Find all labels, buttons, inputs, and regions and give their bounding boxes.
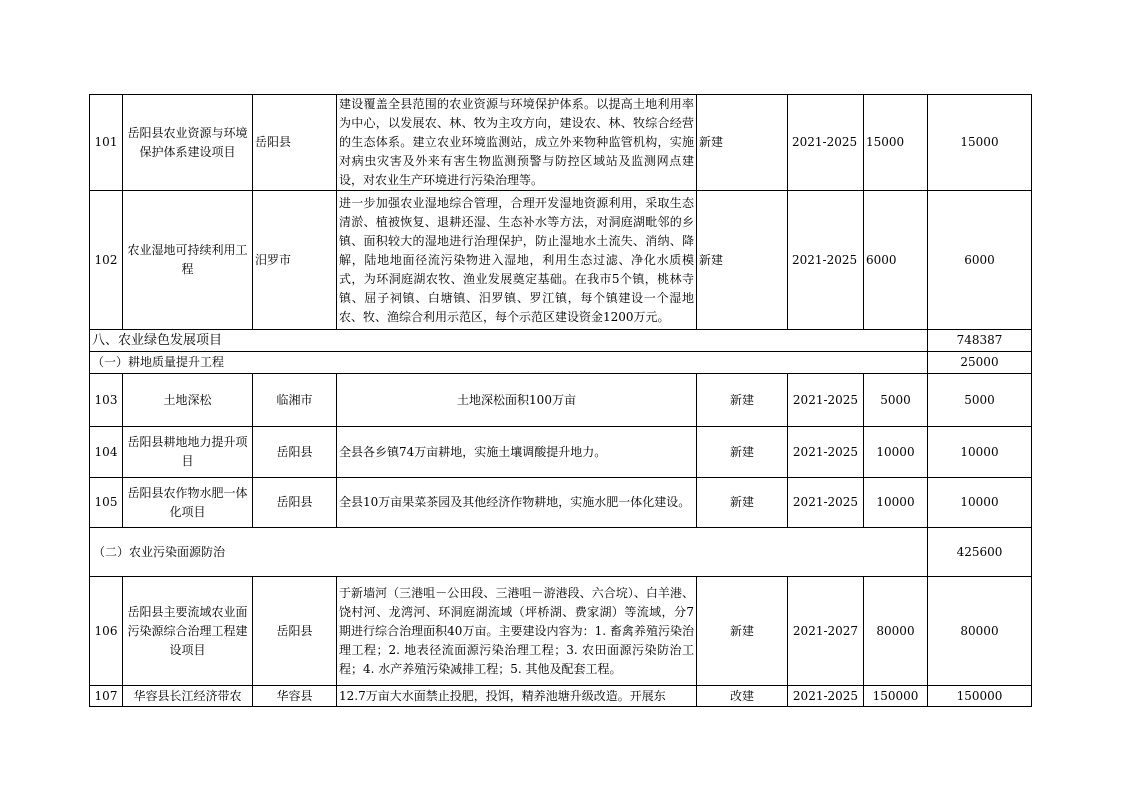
project-type: 新建 bbox=[697, 95, 788, 191]
subsection-title: （二）农业污染面源防治 bbox=[90, 528, 928, 577]
project-plan: 80000 bbox=[928, 577, 1032, 686]
row-no: 106 bbox=[90, 577, 123, 686]
section-total: 748387 bbox=[928, 330, 1032, 352]
table-row bbox=[90, 686, 1032, 707]
project-content: 土地深松面积100万亩 bbox=[337, 374, 697, 427]
subsection-row bbox=[90, 352, 1032, 374]
section-row bbox=[90, 330, 1032, 352]
project-region: 华容县 bbox=[253, 686, 337, 707]
project-region: 岳阳县 bbox=[253, 577, 337, 686]
project-type: 新建 bbox=[697, 577, 788, 686]
row-no: 104 bbox=[90, 427, 123, 478]
project-content: 全县10万亩果菜茶园及其他经济作物耕地，实施水肥一体化建设。 bbox=[337, 478, 697, 528]
project-region: 岳阳县 bbox=[253, 478, 337, 528]
project-plan: 6000 bbox=[928, 191, 1032, 330]
row-no: 105 bbox=[90, 478, 123, 528]
row-no: 107 bbox=[90, 686, 123, 707]
table-row bbox=[90, 478, 1032, 528]
project-type: 新建 bbox=[697, 374, 788, 427]
project-type: 新建 bbox=[697, 478, 788, 528]
project-plan: 10000 bbox=[928, 427, 1032, 478]
project-period: 2021-2025 bbox=[788, 191, 864, 330]
project-invest: 80000 bbox=[864, 577, 928, 686]
row-no: 102 bbox=[90, 191, 123, 330]
table-row bbox=[90, 577, 1032, 686]
project-period: 2021-2025 bbox=[788, 95, 864, 191]
project-content: 进一步加强农业湿地综合管理，合理开发湿地资源利用，采取生态清淤、植被恢复、退耕还湿、生态补水等方法，对洞庭湖毗邻的乡镇、面积较大的湿地进行治理保护，防止湿地水土流失、消纳、降解，陆地地面径流污染物进入湿地，利用生态过滤、净化水质模式，为环洞庭湖农牧、渔业发展奠定基础。在我市5个镇，桃林寺镇、屈子祠镇、白塘镇、汨罗镇、罗江镇，每个镇建设一个湿地农、牧、渔综合利用示范区，每个示范区建设资金1200万元。 bbox=[337, 191, 697, 330]
project-content: 12.7万亩大水面禁止投肥，投饵，精养池塘升级改造。开展东 bbox=[337, 686, 697, 707]
table-row bbox=[90, 374, 1032, 427]
row-no: 101 bbox=[90, 95, 123, 191]
project-region: 临湘市 bbox=[253, 374, 337, 427]
table-row bbox=[90, 95, 1032, 191]
project-content: 于新墙河（三港咀－公田段、三港咀－游港段、六合垸）、白羊港、饶村河、龙湾河、环洞庭湖流域（坪桥湖、费家湖）等流域，分7期进行综合治理面积40万亩。主要建设内容为：1. 畜禽养殖污染治理工程；2. 地表径流面源污染治理工程；3. 农田面源污染防治工程；4. 水产养殖污染减排工程；5. 其他及配套工程。 bbox=[337, 577, 697, 686]
subsection-total: 425600 bbox=[928, 528, 1032, 577]
project-invest: 150000 bbox=[864, 686, 928, 707]
project-type: 新建 bbox=[697, 191, 788, 330]
project-invest: 15000 bbox=[864, 95, 928, 191]
subsection-title: （一）耕地质量提升工程 bbox=[90, 352, 928, 374]
project-name: 农业湿地可持续利用工程 bbox=[123, 191, 253, 330]
project-period: 2021-2025 bbox=[788, 686, 864, 707]
project-plan: 150000 bbox=[928, 686, 1032, 707]
project-period: 2021-2025 bbox=[788, 374, 864, 427]
project-invest: 5000 bbox=[864, 374, 928, 427]
table-row bbox=[90, 191, 1032, 330]
section-title: 八、农业绿色发展项目 bbox=[90, 330, 928, 352]
project-type: 改建 bbox=[697, 686, 788, 707]
project-invest: 10000 bbox=[864, 427, 928, 478]
subsection-total: 25000 bbox=[928, 352, 1032, 374]
project-invest: 10000 bbox=[864, 478, 928, 528]
project-invest: 6000 bbox=[864, 191, 928, 330]
project-name: 岳阳县农业资源与环境保护体系建设项目 bbox=[123, 95, 253, 191]
project-name: 土地深松 bbox=[123, 374, 253, 427]
subsection-row bbox=[90, 528, 1032, 577]
row-no: 103 bbox=[90, 374, 123, 427]
project-plan: 15000 bbox=[928, 95, 1032, 191]
project-region: 汨罗市 bbox=[253, 191, 337, 330]
project-period: 2021-2027 bbox=[788, 577, 864, 686]
project-name: 华容县长江经济带农 bbox=[123, 686, 253, 707]
project-name: 岳阳县耕地地力提升项目 bbox=[123, 427, 253, 478]
project-period: 2021-2025 bbox=[788, 427, 864, 478]
project-region: 岳阳县 bbox=[253, 95, 337, 191]
project-table bbox=[89, 94, 1032, 707]
project-region: 岳阳县 bbox=[253, 427, 337, 478]
project-type: 新建 bbox=[697, 427, 788, 478]
project-name: 岳阳县主要流域农业面污染源综合治理工程建设项目 bbox=[123, 577, 253, 686]
table-row bbox=[90, 427, 1032, 478]
project-name: 岳阳县农作物水肥一体化项目 bbox=[123, 478, 253, 528]
project-plan: 10000 bbox=[928, 478, 1032, 528]
project-period: 2021-2025 bbox=[788, 478, 864, 528]
project-content: 建设覆盖全县范围的农业资源与环境保护体系。以提高土地利用率为中心，以发展农、林、牧为主攻方向，建设农、林、牧综合经营的生态体系。建立农业环境监测站，成立外来物种监管机构，实施对病虫灾害及外来有害生物监测预警与防控区域站及监测网点建设，对农业生产环境进行污染治理等。 bbox=[337, 95, 697, 191]
project-content: 全县各乡镇74万亩耕地，实施土壤调酸提升地力。 bbox=[337, 427, 697, 478]
project-plan: 5000 bbox=[928, 374, 1032, 427]
